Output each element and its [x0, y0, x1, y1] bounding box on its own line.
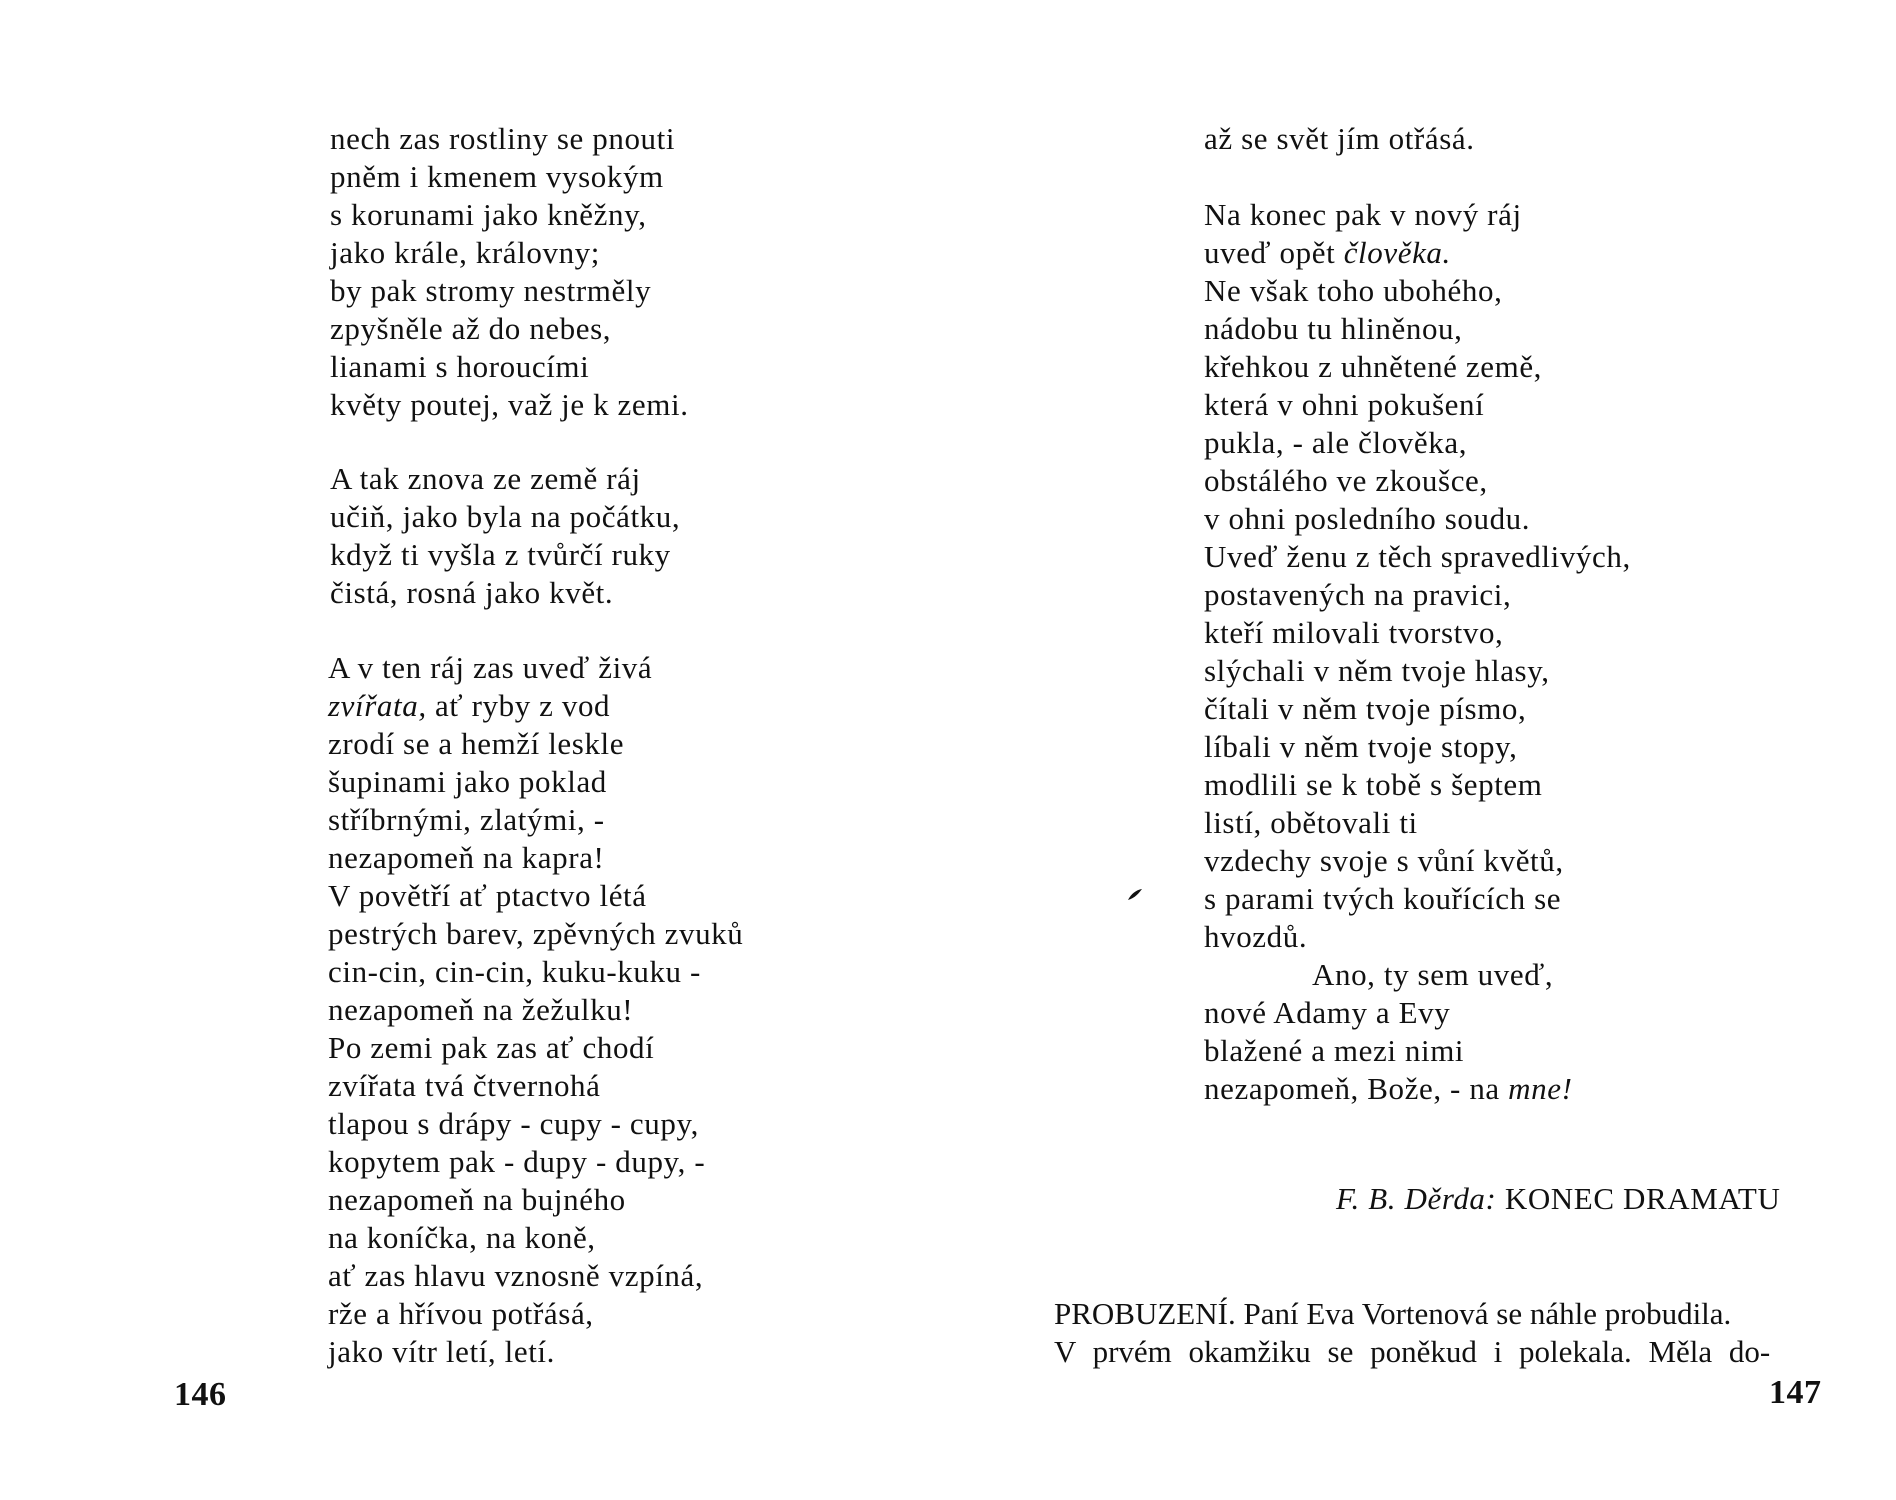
verse-line: V povětří ať ptactvo létá: [328, 878, 647, 913]
verse-line: stříbrnými, zlatými, -: [328, 802, 605, 837]
verse-line: Na konec pak v nový ráj: [1204, 197, 1522, 232]
verse-line-start: nezapomeň, Bože, - na: [1204, 1071, 1500, 1106]
verse-line: zrodí se a hemží leskle: [328, 726, 625, 761]
verse-line: Ano, ty sem uveď,: [1312, 957, 1554, 992]
verse-line: Po zemi pak zas ať chodí: [328, 1030, 655, 1065]
verse-line: zpyšněle až do nebes,: [330, 311, 612, 346]
verse-line: kteří milovali tvorstvo,: [1204, 615, 1504, 650]
verse-line: listí, obětovali ti: [1204, 805, 1418, 840]
italic-word: zvířata,: [328, 688, 427, 723]
verse-line: obstálého ve zkoušce,: [1204, 463, 1488, 498]
prose-line: PROBUZENÍ. Paní Eva Vortenová se náhle probudila.: [1054, 1296, 1732, 1331]
right-stanza-1: [1204, 120, 1475, 158]
left-stanza-1: [330, 120, 689, 424]
verse-line: nezapomeň na kapra!: [328, 840, 605, 875]
verse-line: A tak znova ze země ráj: [330, 461, 641, 496]
verse-line-start: uveď opět: [1204, 235, 1336, 270]
author-name: F. B. Děrda:: [1336, 1181, 1497, 1216]
verse-line: postavených na pravici,: [1204, 577, 1512, 612]
left-stanza-2: [330, 460, 680, 612]
verse-line: jako vítr letí, letí.: [328, 1334, 555, 1369]
verse-line: [1204, 1070, 1631, 1108]
page-number: 147: [1769, 1374, 1822, 1411]
verse-line: pněm i kmenem vysokým: [330, 159, 664, 194]
verse-line: s korunami jako kněžny,: [330, 197, 647, 232]
verse-line: vzdechy svoje s vůní květů,: [1204, 843, 1564, 878]
verse-line: v ohni posledního soudu.: [1204, 501, 1531, 536]
verse-line: jako krále, královny;: [330, 235, 600, 270]
verse-line: A v ten ráj zas uveď živá: [328, 650, 653, 685]
verse-line: tlapou s drápy - cupy - cupy,: [328, 1106, 699, 1141]
verse-line: šupinami jako poklad: [328, 764, 607, 799]
verse-line: hvozdů.: [1204, 919, 1308, 954]
verse-line: kopytem pak - dupy - dupy, -: [328, 1144, 706, 1179]
verse-line: by pak stromy nestrměly: [330, 273, 652, 308]
verse-line: rže a hřívou potřásá,: [328, 1296, 594, 1331]
italic-word: člověka.: [1343, 235, 1451, 270]
prose-line: V prvém okamžiku se poněkud i polekala. Měla do-: [1054, 1334, 1771, 1369]
verse-line: květy poutej, važ je k zemi.: [330, 387, 689, 422]
verse-line: nádobu tu hliněnou,: [1204, 311, 1463, 346]
verse-line: cin-cin, cin-cin, kuku-kuku -: [328, 954, 701, 989]
verse-line: zvířata tvá čtvernohá: [328, 1068, 601, 1103]
verse-line: nezapomeň na bujného: [328, 1182, 626, 1217]
verse-line: modlili se k tobě s šeptem: [1204, 767, 1543, 802]
work-title: KONEC DRAMATU: [1504, 1181, 1781, 1216]
verse-line: Uveď ženu z těch spravedlivých,: [1204, 539, 1631, 574]
verse-line: čítali v něm tvoje písmo,: [1204, 691, 1527, 726]
ink-blot-mark: [1126, 888, 1144, 902]
verse-line: blažené a mezi nimi: [1204, 1033, 1465, 1068]
page-number: 146: [174, 1376, 227, 1413]
right-stanza-2: [1204, 196, 1631, 1108]
verse-line: nech zas rostliny se pnouti: [330, 121, 676, 156]
verse-line: lianami s horoucími: [330, 349, 590, 384]
right-page: [948, 0, 1896, 1500]
verse-line: když ti vyšla z tvůrčí ruky: [330, 537, 671, 572]
verse-line-rest: ať ryby z vod: [426, 688, 611, 723]
verse-line: která v ohni pokušení: [1204, 387, 1485, 422]
verse-line: křehkou z uhnětené země,: [1204, 349, 1543, 384]
prose-paragraph: [1054, 1295, 1854, 1371]
verse-line: až se svět jím otřásá.: [1204, 121, 1475, 156]
verse-line: na koníčka, na koně,: [328, 1220, 596, 1255]
verse-line: učiň, jako byla na počátku,: [330, 499, 681, 534]
verse-line: pukla, - ale člověka,: [1204, 425, 1468, 460]
verse-line: ať zas hlavu vznosně vzpíná,: [328, 1258, 704, 1293]
section-heading: [1336, 1180, 1780, 1218]
verse-line: [328, 687, 743, 725]
verse-line: [1204, 234, 1631, 272]
verse-line: líbali v něm tvoje stopy,: [1204, 729, 1518, 764]
verse-line: nezapomeň na žežulku!: [328, 992, 634, 1027]
verse-line: čistá, rosná jako květ.: [330, 575, 614, 610]
verse-line: pestrých barev, zpěvných zvuků: [328, 916, 744, 951]
left-stanza-3: [328, 649, 743, 1371]
verse-line: s parami tvých kouřících se: [1204, 881, 1562, 916]
verse-line: nové Adamy a Evy: [1204, 995, 1451, 1030]
verse-line: slýchali v něm tvoje hlasy,: [1204, 653, 1550, 688]
verse-line: Ne však toho ubohého,: [1204, 273, 1503, 308]
italic-word: mne!: [1508, 1071, 1573, 1106]
